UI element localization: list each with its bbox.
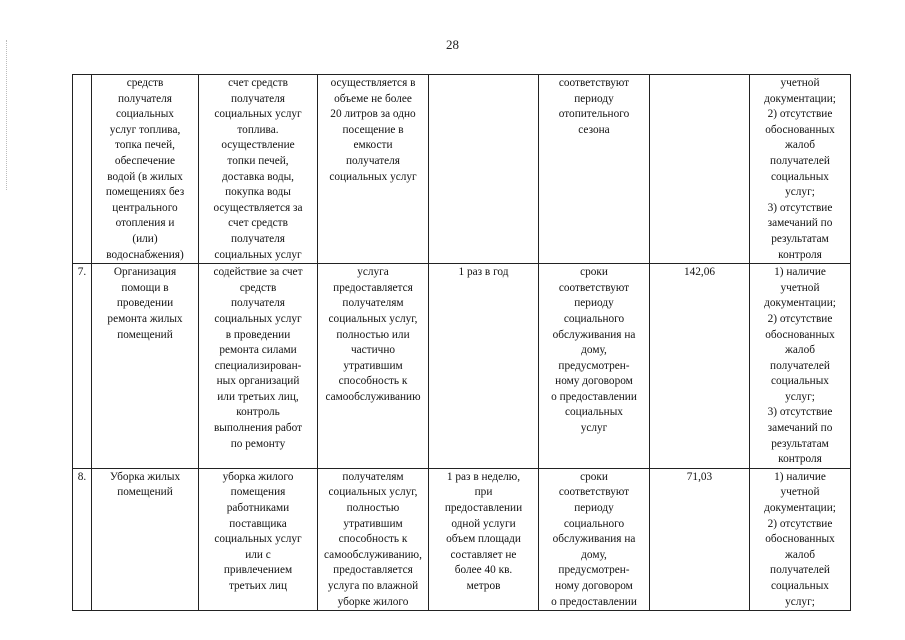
service-name: средств получателя социальных услуг топлива, топка печей, обеспечение водой (в жилых помещениях без центрального отопления и (или) водоснабжения) (92, 75, 199, 264)
service-price (650, 75, 750, 264)
row-number: 7. (73, 264, 92, 469)
service-frequency: 1 раз в год (429, 264, 539, 469)
margin-scan-mark (6, 40, 8, 190)
service-content: счет средств получателя социальных услуг топлива. осуществление топки печей, доставка воды, покупка воды осуществляется за счет средств получателя социальных услуг (199, 75, 318, 264)
service-frequency: 1 раз в неделю, при предоставлении одной услуги объем площади составляет не более 40 кв. метров (429, 468, 539, 610)
row-number: 8. (73, 468, 92, 610)
services-table (72, 74, 851, 611)
quality-indicators: учетной документации; 2) отсутствие обоснованных жалоб получателей социальных услуг; 3) отсутствие замечаний по результатам контроля (750, 75, 851, 264)
service-conditions: услуга предоставляется получателям социальных услуг, полностью или частично утратившим способность к самообслуживанию (318, 264, 429, 469)
quality-indicators: 1) наличие учетной документации; 2) отсутствие обоснованных жалоб получателей социальных услуг; (750, 468, 851, 610)
service-frequency (429, 75, 539, 264)
service-price: 71,03 (650, 468, 750, 610)
service-terms: соответствуют периоду отопительного сезона (539, 75, 650, 264)
page-number: 28 (446, 37, 459, 52)
service-price: 142,06 (650, 264, 750, 469)
service-conditions: осуществляется в объеме не более 20 литров за одно посещение в емкости получателя социальных услуг (318, 75, 429, 264)
table-row (73, 75, 851, 264)
table-row (73, 264, 851, 469)
service-content: содействие за счет средств получателя социальных услуг в проведении ремонта силами специализирован- ных организаций или третьих лиц, контроль выполнения работ по ремонту (199, 264, 318, 469)
service-name: Уборка жилых помещений (92, 468, 199, 610)
service-conditions: получателям социальных услуг, полностью утратившим способность к самообслуживанию, предоставляется услуга по влажной уборке жилого (318, 468, 429, 610)
quality-indicators: 1) наличие учетной документации; 2) отсутствие обоснованных жалоб получателей социальных услуг; 3) отсутствие замечаний по результатам контроля (750, 264, 851, 469)
row-number (73, 75, 92, 264)
service-terms: сроки соответствуют периоду социального обслуживания на дому, предусмотрен- ному договором о предоставлении (539, 468, 650, 610)
service-terms: сроки соответствуют периоду социального обслуживания на дому, предусмотрен- ному договором о предоставлении социальных услуг (539, 264, 650, 469)
service-name: Организация помощи в проведении ремонта жилых помещений (92, 264, 199, 469)
service-content: уборка жилого помещения работниками поставщика социальных услуг или с привлечением третьих лиц (199, 468, 318, 610)
table-row (73, 468, 851, 610)
